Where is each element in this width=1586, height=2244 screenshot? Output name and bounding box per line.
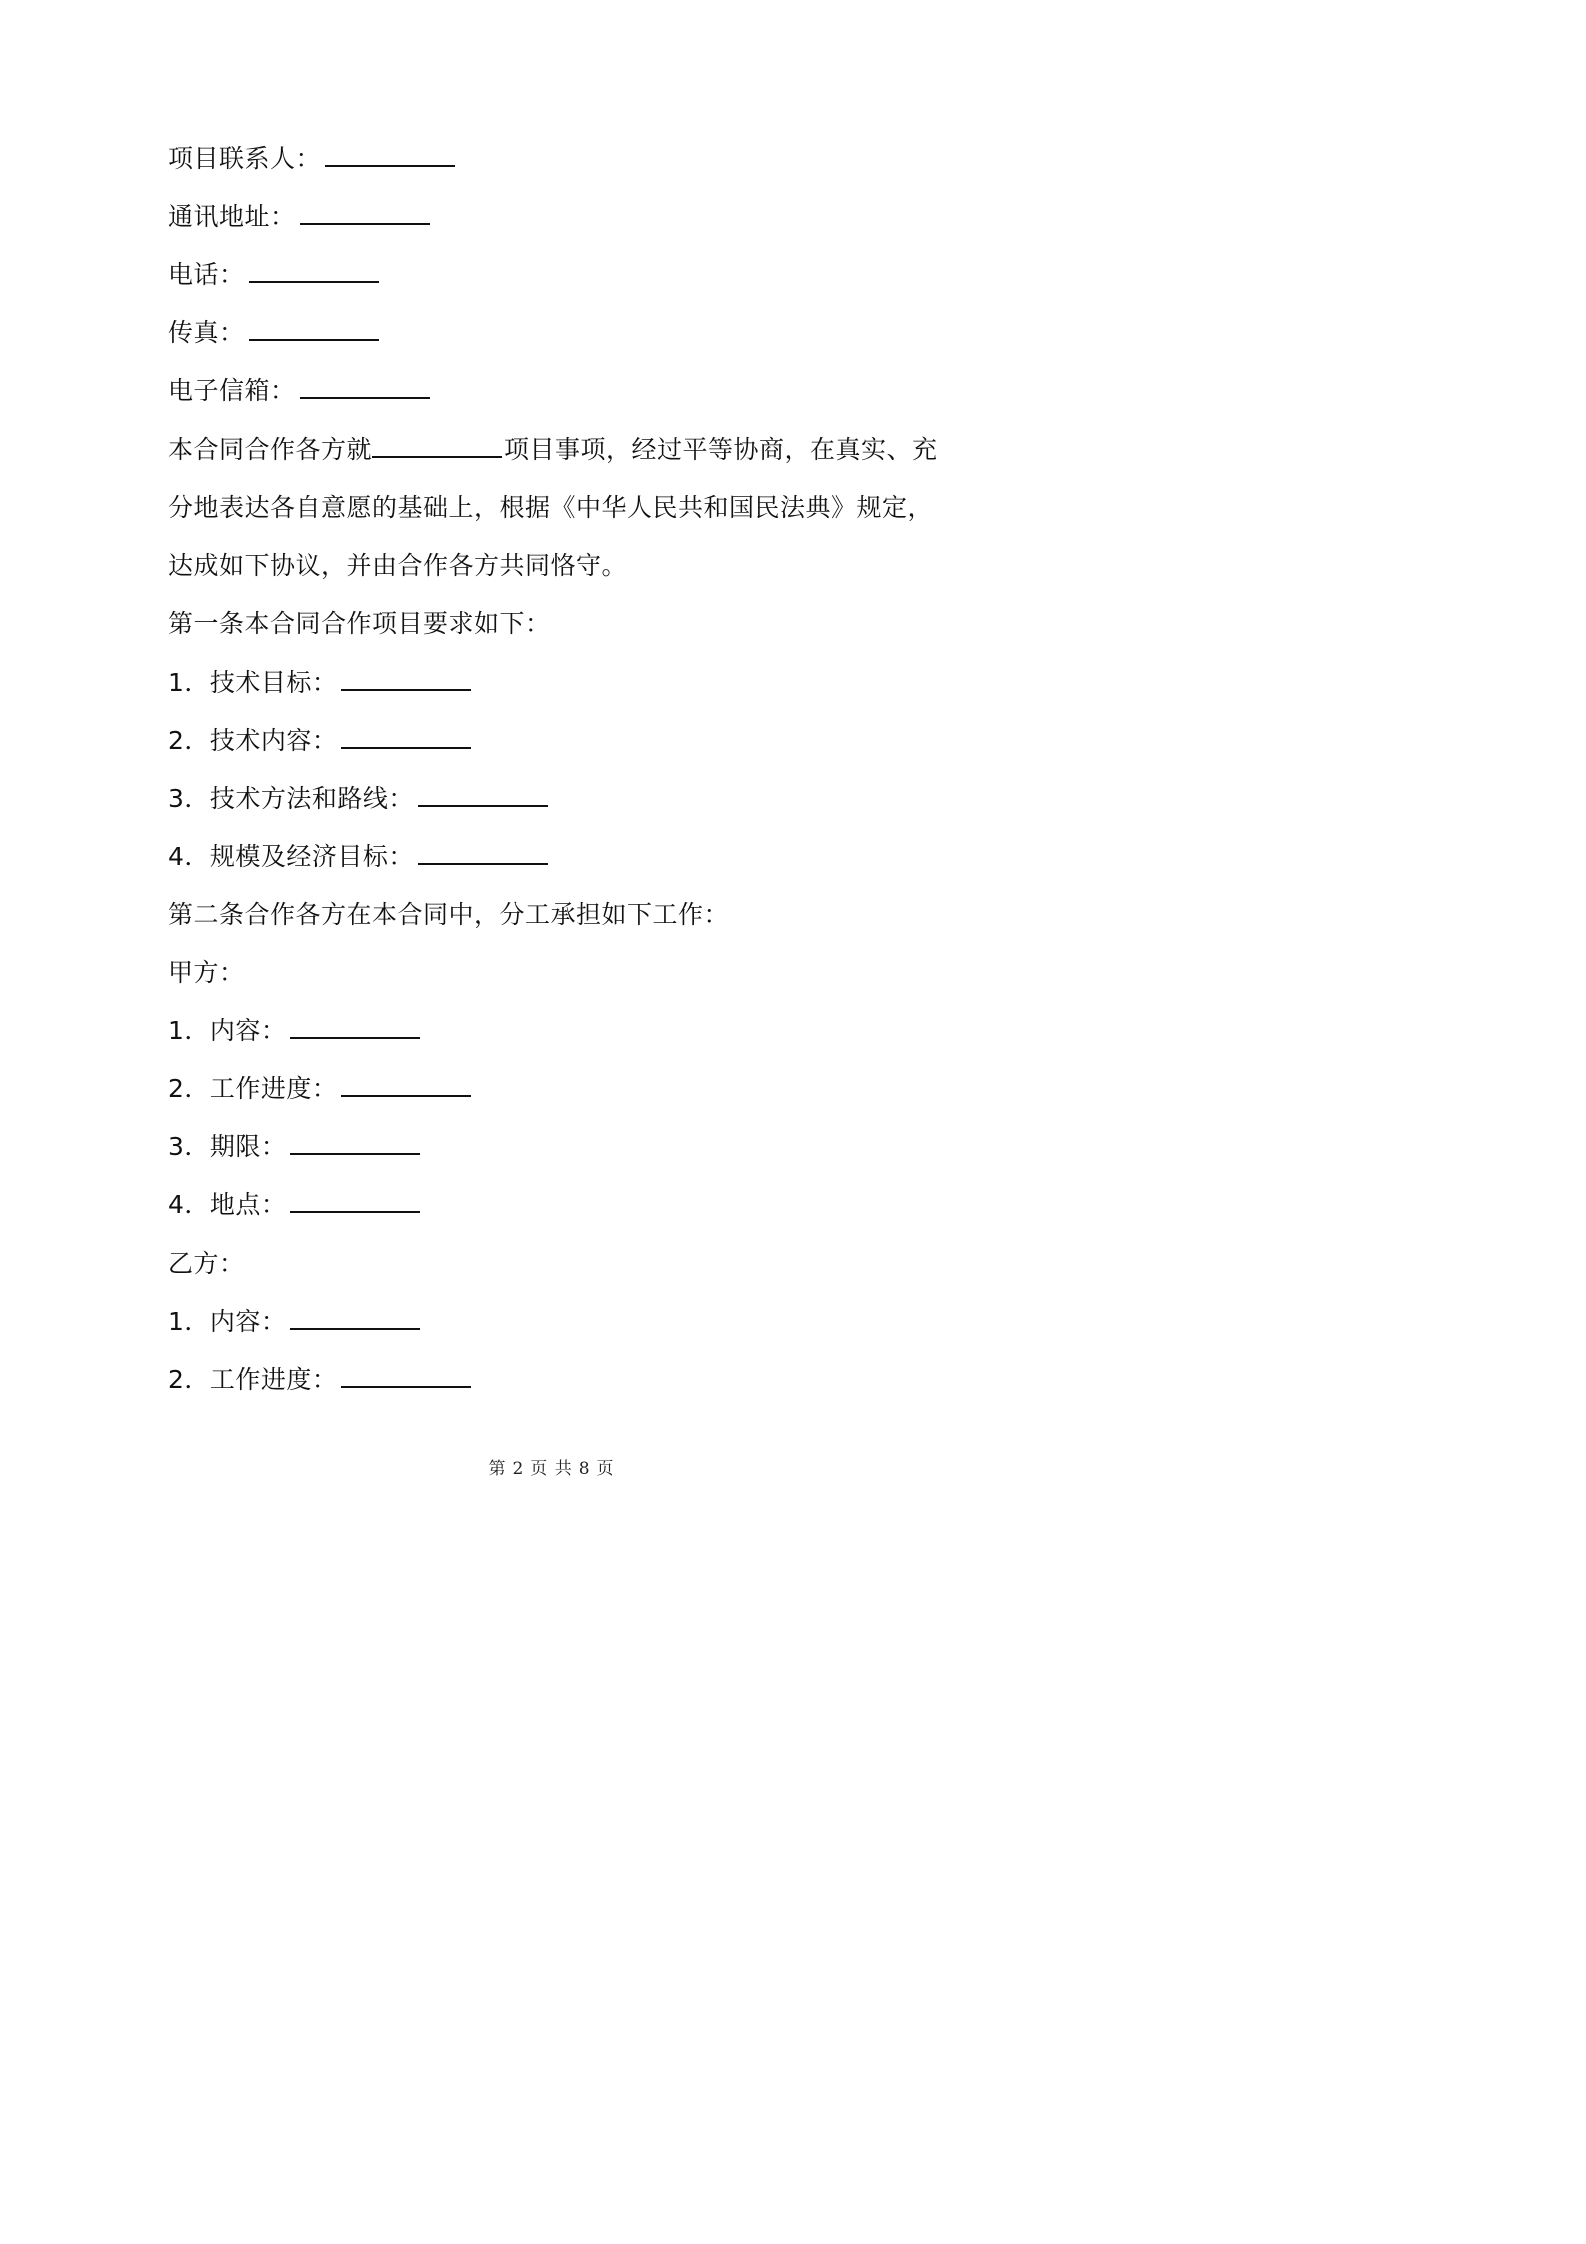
preamble-line-2 [168, 492, 933, 524]
footer-middle: 页 共 [530, 1459, 573, 1479]
address-label: 通讯地址： [168, 202, 296, 231]
item-label: 内容： [209, 1307, 287, 1336]
article1-item [168, 841, 548, 873]
party-b-item [168, 1364, 471, 1396]
preamble-line-1 [168, 434, 938, 466]
item-blank [341, 667, 471, 691]
item-number: 1． [168, 1016, 210, 1045]
item-label: 期限： [209, 1132, 287, 1161]
email-line [168, 375, 430, 407]
article1-title [168, 608, 551, 640]
phone-line [168, 259, 379, 291]
party-a-label: 甲方： [168, 958, 245, 987]
email-label: 电子信箱： [168, 376, 296, 405]
address-line [168, 201, 430, 233]
party-b-label: 乙方： [168, 1249, 245, 1278]
address-blank [300, 201, 430, 225]
article1-item [168, 667, 471, 699]
item-label: 技术目标： [209, 668, 338, 697]
item-number: 2． [168, 1365, 210, 1394]
document-page [0, 0, 1103, 1560]
article1-item [168, 725, 471, 757]
item-number: 2． [168, 726, 210, 755]
project-name-blank [372, 434, 502, 458]
preamble-line1-part-a: 本合同合作各方就 [168, 435, 373, 464]
item-label: 规模及经济目标： [209, 842, 414, 871]
item-number: 4． [168, 842, 210, 871]
phone-label: 电话： [168, 260, 245, 289]
preamble-line2-text: 分地表达各自意愿的基础上，根据《中华人民共和国民法典》规定， [168, 493, 934, 522]
item-blank [418, 841, 548, 865]
party-b-item [168, 1306, 420, 1338]
item-number: 1． [168, 668, 210, 697]
item-blank [290, 1306, 420, 1330]
item-label: 技术方法和路线： [209, 784, 414, 813]
article1-title-text: 第一条本合同合作项目要求如下： [168, 609, 551, 638]
footer-total-pages: 8 [578, 1459, 591, 1479]
item-label: 地点： [209, 1190, 287, 1219]
project-contact-line [168, 143, 455, 175]
party-a-item [168, 1073, 471, 1105]
item-blank [341, 725, 471, 749]
item-blank [341, 1073, 471, 1097]
item-label: 技术内容： [209, 726, 338, 755]
item-blank [341, 1364, 471, 1388]
item-label: 内容： [209, 1016, 287, 1045]
party-a-item [168, 1131, 420, 1163]
footer-prefix: 第 [488, 1459, 507, 1479]
preamble-line-3 [168, 550, 627, 582]
project-contact-blank [325, 143, 455, 167]
fax-line [168, 317, 379, 349]
article2-title [168, 899, 729, 931]
fax-label: 传真： [168, 318, 245, 347]
item-blank [290, 1189, 420, 1213]
preamble-line1-part-b: 项目事项，经过平等协商，在真实、充 [504, 435, 938, 464]
item-number: 3． [168, 1132, 210, 1161]
party-a-heading [168, 957, 245, 989]
article1-item [168, 783, 548, 815]
item-blank [290, 1015, 420, 1039]
phone-blank [249, 259, 379, 283]
fax-blank [249, 317, 379, 341]
item-label: 工作进度： [209, 1365, 338, 1394]
article2-title-text: 第二条合作各方在本合同中，分工承担如下工作： [168, 900, 730, 929]
item-blank [418, 783, 548, 807]
item-label: 工作进度： [209, 1074, 338, 1103]
party-b-heading [168, 1248, 245, 1280]
item-number: 4． [168, 1190, 210, 1219]
preamble-line3-text: 达成如下协议，并由合作各方共同恪守。 [168, 551, 628, 580]
item-number: 1． [168, 1307, 210, 1336]
party-a-item [168, 1015, 420, 1047]
page-footer [0, 1454, 1103, 1479]
project-contact-label: 项目联系人： [168, 144, 322, 173]
email-blank [300, 375, 430, 399]
item-number: 2． [168, 1074, 210, 1103]
party-a-item [168, 1189, 420, 1221]
footer-suffix: 页 [596, 1459, 615, 1479]
footer-current-page: 2 [512, 1459, 525, 1479]
item-number: 3． [168, 784, 210, 813]
item-blank [290, 1131, 420, 1155]
